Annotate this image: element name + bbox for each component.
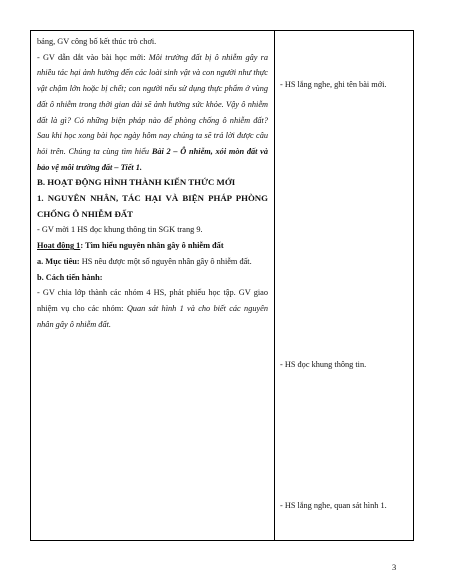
read-info-line: - GV mời 1 HS đọc khung thông tin SGK trang 9.	[37, 225, 203, 235]
page-number: 3	[392, 562, 397, 572]
lesson-table	[30, 30, 414, 541]
group-task-paragraph: - GV chia lớp thành các nhóm 4 HS, phát phiếu học tập. GV giao nhiệm vụ cho các nhóm: Quan sát hình 1 và cho biết các nguyên nhân gây ô nhiễm đất.	[37, 288, 269, 329]
student-response-1: - HS lắng nghe, ghi tên bài mới.	[280, 80, 387, 89]
section-heading-1: 1. NGUYÊN NHÂN, TÁC HẠI VÀ BIỆN PHÁP PHÒNG CHỐNG Ô NHIỄM ĐẤT	[37, 193, 268, 219]
student-response-2: - HS đọc khung thông tin.	[280, 360, 367, 369]
student-response-3: - HS lắng nghe, quan sát hình 1.	[280, 501, 387, 510]
activity-heading: Hoạt động 1: Tìm hiểu nguyên nhân gây ô nhiễm đất	[37, 241, 224, 251]
lesson-title: Bài 2 – Ô nhiễm, xói mòn đất và bảo vệ môi trường đất – Tiết 1.	[37, 146, 268, 172]
teacher-activity-column	[37, 34, 268, 332]
goal-paragraph: a. Mục tiêu: HS nêu được một số nguyên nhân gây ô nhiễm đất.	[37, 256, 252, 266]
game-end-line: bảng, GV công bố kết thúc trò chơi.	[37, 37, 157, 46]
column-divider	[274, 31, 275, 540]
method-heading: b. Cách tiến hành:	[37, 272, 103, 282]
section-heading-b: B. HOẠT ĐỘNG HÌNH THÀNH KIẾN THỨC MỚI	[37, 177, 236, 188]
intro-paragraph: - GV dẫn dắt vào bài học mới: Môi trường đất bị ô nhiễm gây ra nhiều tác hại ảnh hưởng đến các loài sinh vật và con người như thực vật chậm lớn hoặc bị chết; con người nếu sử dụng thực phẩm ở vùng đất ô nhiễm trong thời gian dài sẽ ảnh hưởng sức khỏe. Vậy ô nhiễm đất là gì? Có những biện pháp nào để phòng chống ô nhiễm đất? Sau khi học xong bài học ngày hôm nay chúng ta sẽ trả lời được câu hỏi trên. Chúng ta cùng tìm hiểu Bài 2 – Ô nhiễm, xói mòn đất và bảo vệ môi trường đất – Tiết 1.	[37, 52, 268, 172]
